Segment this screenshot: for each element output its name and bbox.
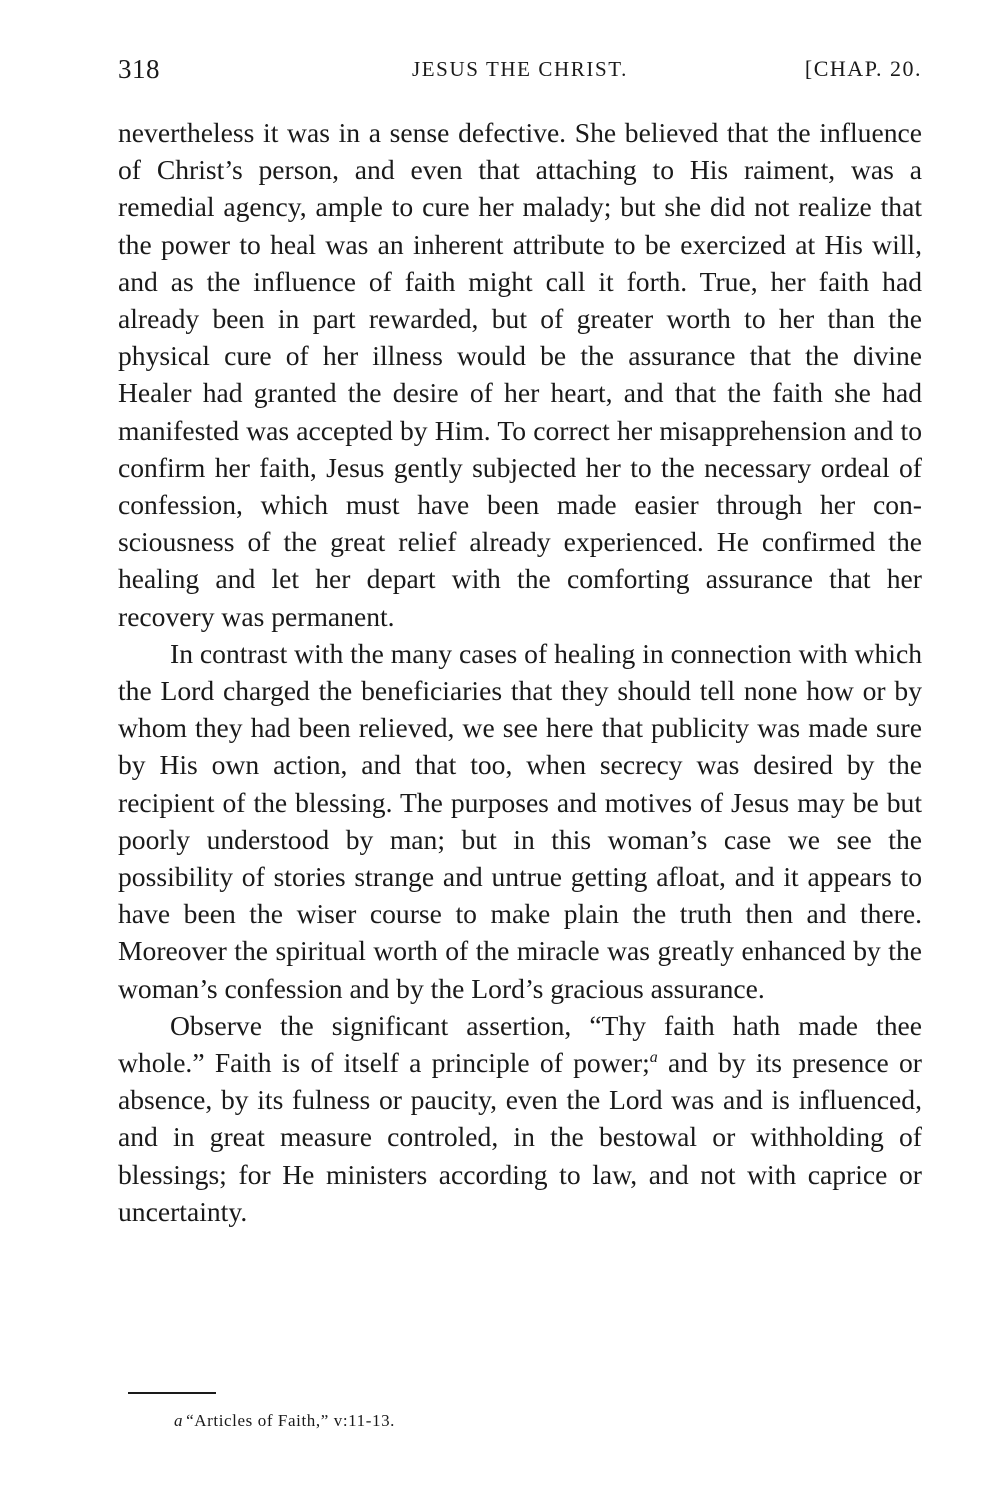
footnote-divider	[128, 1392, 216, 1394]
footnote-text: “Articles of Faith,” v:11-13.	[186, 1411, 396, 1430]
body-text	[118, 114, 922, 1230]
footnote	[174, 1410, 395, 1432]
page-number: 318	[118, 54, 160, 84]
paragraph-2: In contrast with the many cases of healing in connection with which the Lord charged the beneficiaries that they should tell none how or by whom they had been relieved, we see here that publicity was made sure by His own action, and that too, when secrecy was desired by the recipient of the blessing. The purposes and motives of Jesus may be but poorly understood by man; but in this woman’s case we see the possibility of stories strange and untrue getting afloat, and it appears to have been the wiser course to make plain the truth then and there. Moreover the spiritual worth of the miracle was greatly enhanced by the woman’s confession and by the Lord’s gracious assurance.	[118, 637, 922, 1004]
book-title: JESUS THE CHRIST.	[411, 57, 629, 81]
book-page	[118, 40, 922, 1480]
paragraph-1: nevertheless it was in a sense defective. She believed that the influence of Christ’s person, and even that attaching to His raiment, was a remedial agency, ample to cure her malady; but she did not realize that the power to heal was an inherent attribute to be exercized at His will, and as the influence of faith might call it forth. True, her faith had already been in part rewarded, but of greater worth to her than the physical cure of her illness would be the assurance that the divine Healer had granted the desire of her heart, and that the faith she had manifested was accepted by Him. To correct her misapprehension and to confirm her faith, Jesus gently subjected her to the necessary ordeal of confession, which must have been made easier through her consciousness of the great relief already experienced. He confirmed the healing and let her depart with the comforting assurance that her recovery was permanent.	[118, 117, 922, 632]
paragraph-3-text-start: Observe the significant assertion, “Thy faith hath made thee whole.” Faith is of itself a principle of power;	[118, 1009, 922, 1079]
chapter-label: [CHAP. 20.	[804, 56, 922, 81]
footnote-marker: a	[174, 1411, 184, 1430]
paragraph-3	[118, 1007, 922, 1230]
paragraph-3-text-end: and by its presence or absence, by its fulness or paucity, even the Lord was and is influenced, and in great measure controled, in the bestowal or withholding of blessings; for He ministers according to law, and not with caprice or uncertainty.	[118, 1047, 922, 1227]
running-head	[118, 40, 922, 98]
footnote-reference-marker[interactable]: a	[649, 1048, 658, 1066]
